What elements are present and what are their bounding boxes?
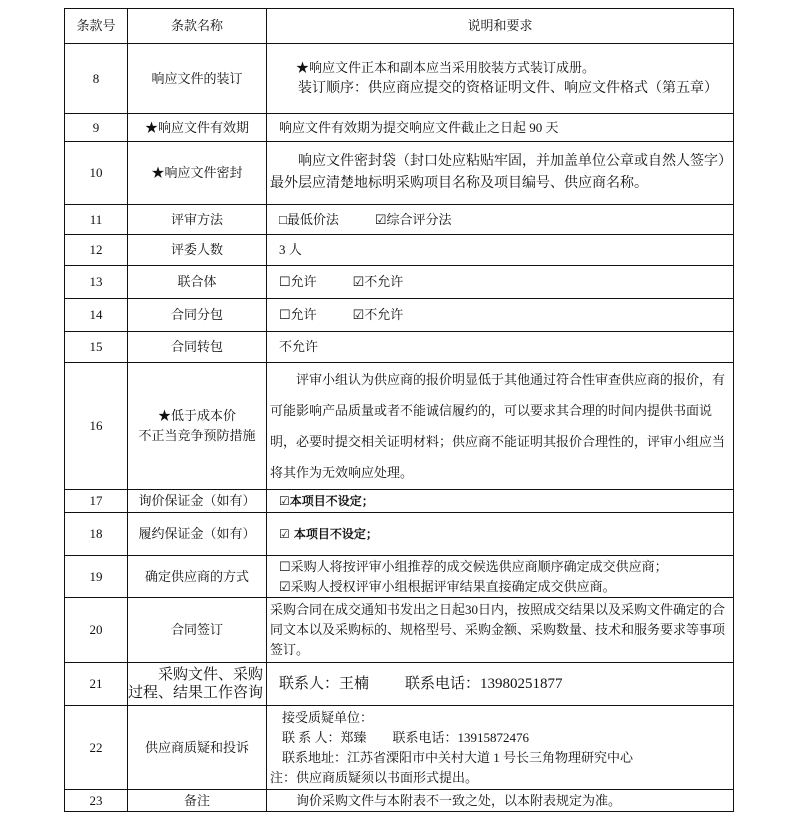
row-name: 备注 xyxy=(128,790,267,812)
row-name: 不正当竞争预防措施 xyxy=(138,428,256,443)
option-checkbox[interactable]: ☑综合评分法 xyxy=(374,211,452,227)
row-name: ★低于成本价 xyxy=(157,408,236,423)
table-row xyxy=(65,332,734,363)
row-name: 联合体 xyxy=(128,266,267,299)
row-text: ☑采购人授权评审小组根据评审结果直接确定成交供应商。 xyxy=(279,578,616,594)
option-checkbox[interactable]: ☑不允许 xyxy=(352,274,404,289)
table-row xyxy=(65,44,734,114)
table-row xyxy=(65,235,734,266)
table-row xyxy=(65,490,734,513)
row-text: 采购合同在成交通知书发出之日起30日内，按照成交结果以及采购文件确定的合同文本以及采购标的、规格型号、采购金额、采购数量、技术和服务要求等事项签订。 xyxy=(267,598,734,663)
row-num: 11 xyxy=(65,205,128,235)
row-num: 14 xyxy=(65,299,128,332)
contact-name: 联系人：王楠 xyxy=(279,676,370,692)
row-text: 不允许 xyxy=(267,332,734,363)
row-name: 合同分包 xyxy=(128,299,267,332)
row-text: 联系地址：江苏省溧阳市中关村大道 1 号长三角物理研究中心 xyxy=(282,749,634,765)
row-text: 装订顺序：供应商应提交的资格证明文件、响应文件格式（第五章） xyxy=(298,80,718,96)
table-row xyxy=(65,363,734,490)
row-name: 评审方法 xyxy=(128,205,267,235)
row-num: 15 xyxy=(65,332,128,363)
row-text: 注：供应商质疑须以书面形式提出。 xyxy=(270,769,479,785)
table-row xyxy=(65,205,734,235)
row-text: ★响应文件正本和副本应当采用胶装方式装订成册。 xyxy=(296,59,596,75)
contact-phone: 联系电话：13980251877 xyxy=(405,676,563,692)
row-num: 8 xyxy=(65,44,128,114)
table-row xyxy=(65,706,734,790)
row-text: 响应文件密封袋（封口处应粘贴牢固，并加盖单位公章或自然人签字）最外层应清楚地标明采购项目名称及项目编号、供应商名称。 xyxy=(267,142,734,205)
row-name: 供应商质疑和投诉 xyxy=(128,706,267,790)
row-num: 19 xyxy=(65,556,128,598)
header-name: 条款名称 xyxy=(128,9,267,44)
row-name: 采购文件、采购 xyxy=(157,667,263,683)
row-name: ★响应文件密封 xyxy=(128,142,267,205)
row-text: ☑本项目不设定； xyxy=(267,490,734,513)
option-checkbox[interactable]: □最低价法 xyxy=(279,211,339,227)
row-text: ☑ 本项目不设定； xyxy=(267,513,734,556)
row-num: 20 xyxy=(65,598,128,663)
row-name: 合同签订 xyxy=(128,598,267,663)
row-name: 过程、结果工作咨询 xyxy=(128,685,264,701)
table-row xyxy=(65,299,734,332)
row-name: 履约保证金（如有） xyxy=(128,513,267,556)
table-row xyxy=(65,790,734,812)
row-text: 3 人 xyxy=(267,235,734,266)
row-text: 询价采购文件与本附表不一致之处，以本附表规定为准。 xyxy=(267,790,734,812)
table-row xyxy=(65,663,734,706)
row-name: 询价保证金（如有） xyxy=(128,490,267,513)
table-row xyxy=(65,598,734,663)
row-num: 22 xyxy=(65,706,128,790)
clause-table xyxy=(64,8,734,812)
row-name: 合同转包 xyxy=(128,332,267,363)
row-text: 接受质疑单位： xyxy=(282,709,374,725)
table-header xyxy=(65,9,734,44)
row-num: 16 xyxy=(65,363,128,490)
row-num: 18 xyxy=(65,513,128,556)
table-row xyxy=(65,142,734,205)
row-text: 评审小组认为供应商的报价明显低于其他通过符合性审查供应商的报价，有可能影响产品质量或者不能诚信履约的，可以要求其合理的时间内提供书面说明，必要时提交相关证明材料；供应商不能证明其报价合理性的，评审小组应当将其作为无效响应处理。 xyxy=(267,363,734,490)
row-name: ★响应文件有效期 xyxy=(128,114,267,142)
row-name: 评委人数 xyxy=(128,235,267,266)
row-num: 21 xyxy=(65,663,128,706)
option-checkbox[interactable]: ☐允许 xyxy=(279,307,317,322)
option-checkbox[interactable]: ☑不允许 xyxy=(352,307,404,322)
header-desc: 说明和要求 xyxy=(267,9,734,44)
row-name: 确定供应商的方式 xyxy=(128,556,267,598)
row-num: 23 xyxy=(65,790,128,812)
table-row xyxy=(65,114,734,142)
option-checkbox[interactable]: ☐允许 xyxy=(279,274,317,289)
row-name: 响应文件的装订 xyxy=(128,44,267,114)
row-num: 13 xyxy=(65,266,128,299)
row-num: 9 xyxy=(65,114,128,142)
row-text: ☐采购人将按评审小组推荐的成交候选供应商顺序确定成交供应商； xyxy=(279,558,668,574)
row-num: 10 xyxy=(65,142,128,205)
table-row xyxy=(65,266,734,299)
row-text: 响应文件有效期为提交响应文件截止之日起 90 天 xyxy=(267,114,734,142)
table-row xyxy=(65,513,734,556)
row-text: 联 系 人：郑臻 联系电话：13915872476 xyxy=(282,729,530,745)
table-row xyxy=(65,556,734,598)
row-num: 12 xyxy=(65,235,128,266)
header-num: 条款号 xyxy=(65,9,128,44)
row-num: 17 xyxy=(65,490,128,513)
